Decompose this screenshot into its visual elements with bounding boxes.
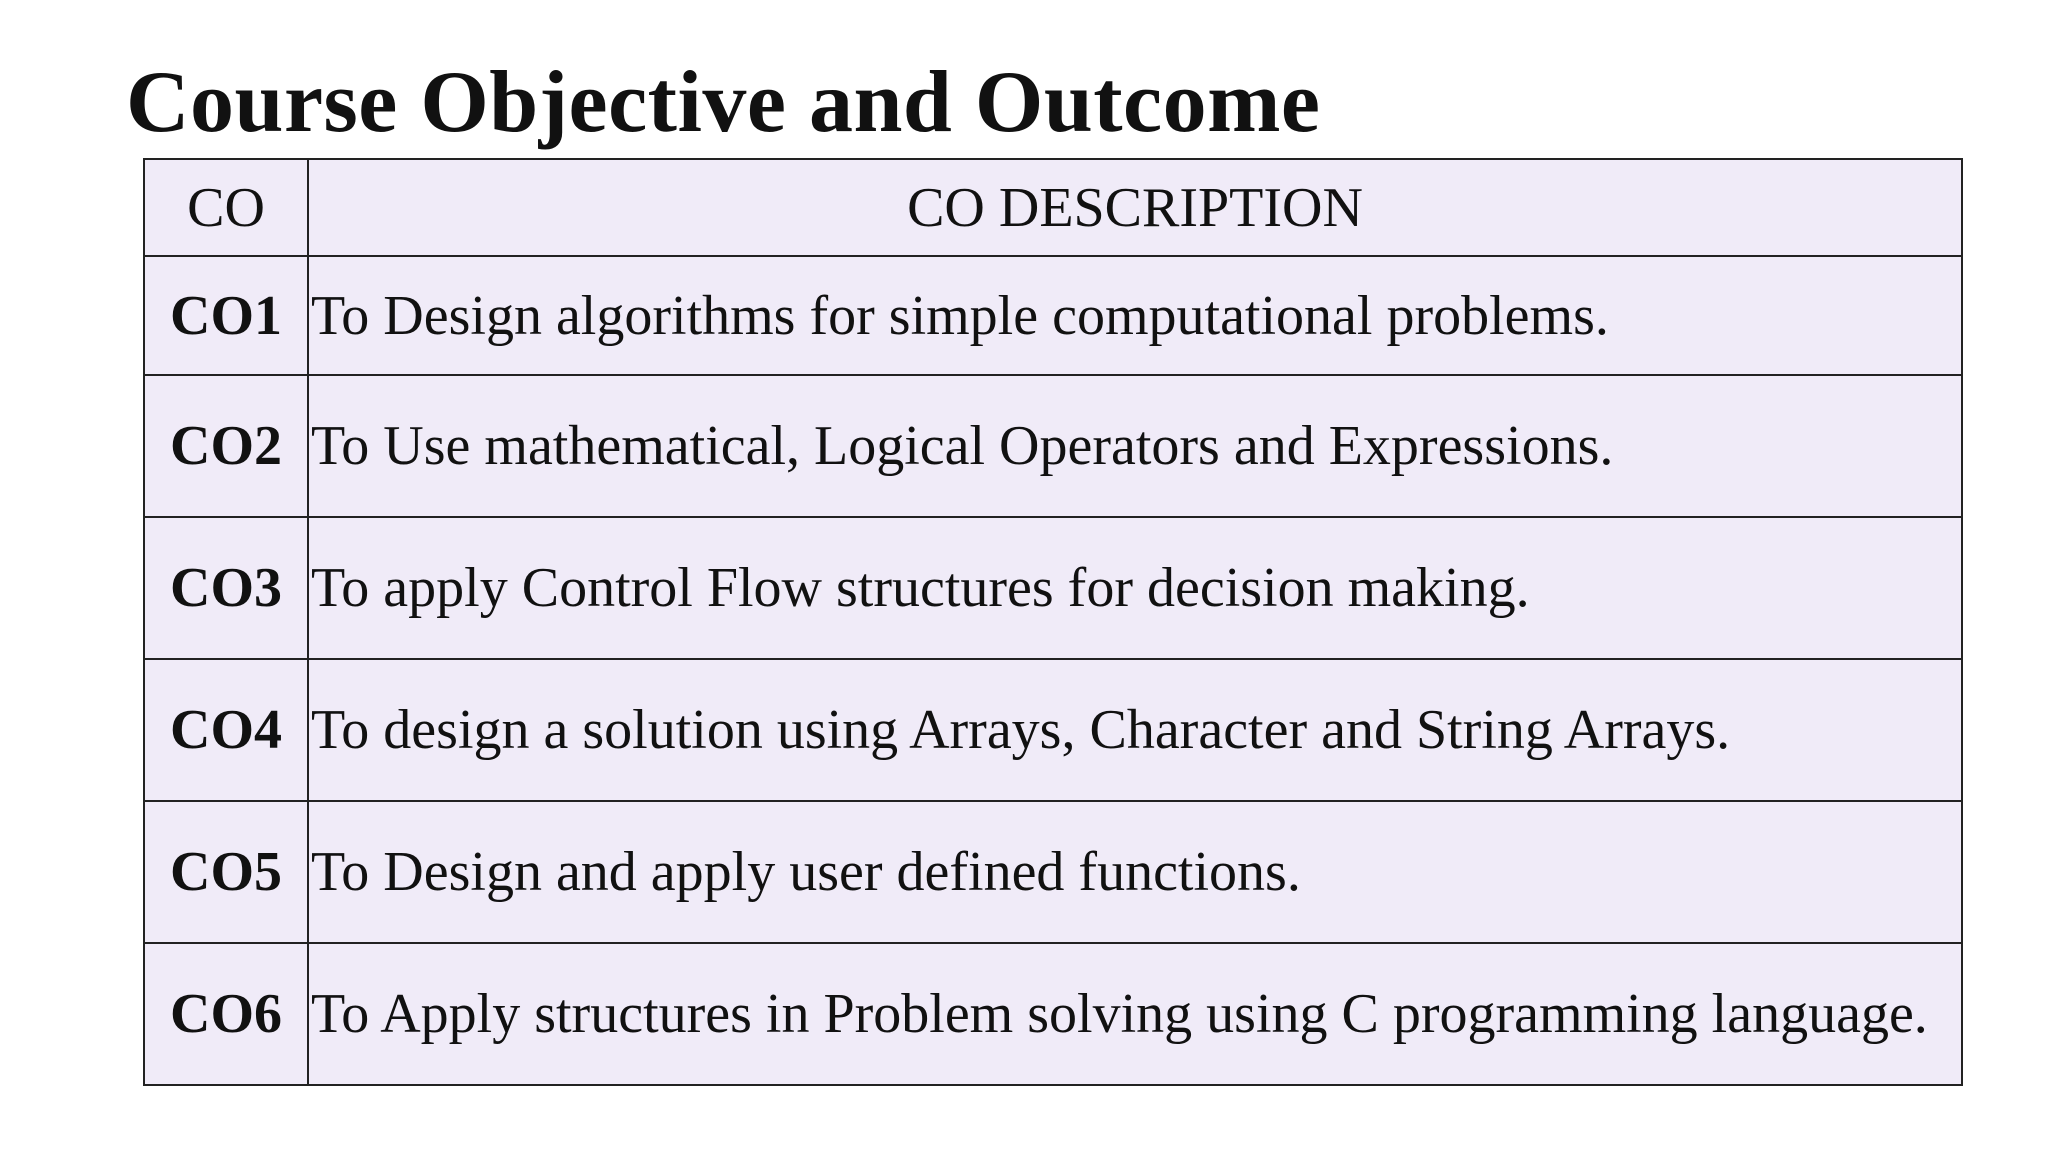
co-id-cell: CO2 [144,375,308,517]
table-row [144,375,1962,517]
co-description-cell [308,375,1962,517]
co-id-cell: CO1 [144,256,308,375]
course-outcome-table [143,158,1963,1086]
co-description-cell [308,517,1962,659]
co-description-text: To apply Control Flow structures for decision making. [311,557,1530,619]
table-row [144,801,1962,943]
co-description-text: To Use mathematical, Logical Operators and Expressions. [311,415,1614,477]
co-description-text: To design a solution using Arrays, Character and String Arrays. [311,699,1731,761]
co-description-cell [308,256,1962,375]
co-id-cell: CO4 [144,659,308,801]
page-title: Course Objective and Outcome [126,54,1321,151]
table-row [144,659,1962,801]
co-description-cell [308,659,1962,801]
co-description-cell [308,801,1962,943]
co-description-text: To Apply structures in Problem solving using C programming language. [311,983,1928,1045]
co-description-cell [308,943,1962,1085]
co-description-text: To Design algorithms for simple computational problems. [311,284,1609,347]
table-row [144,517,1962,659]
table-header-row [144,159,1962,256]
co-id-cell: CO5 [144,801,308,943]
header-co-description: CO DESCRIPTION [308,159,1962,256]
co-description-text: To Design and apply user defined functions. [311,841,1301,903]
co-id-cell: CO3 [144,517,308,659]
header-co: CO [144,159,308,256]
table-row [144,943,1962,1085]
co-id-cell: CO6 [144,943,308,1085]
table-row [144,256,1962,375]
